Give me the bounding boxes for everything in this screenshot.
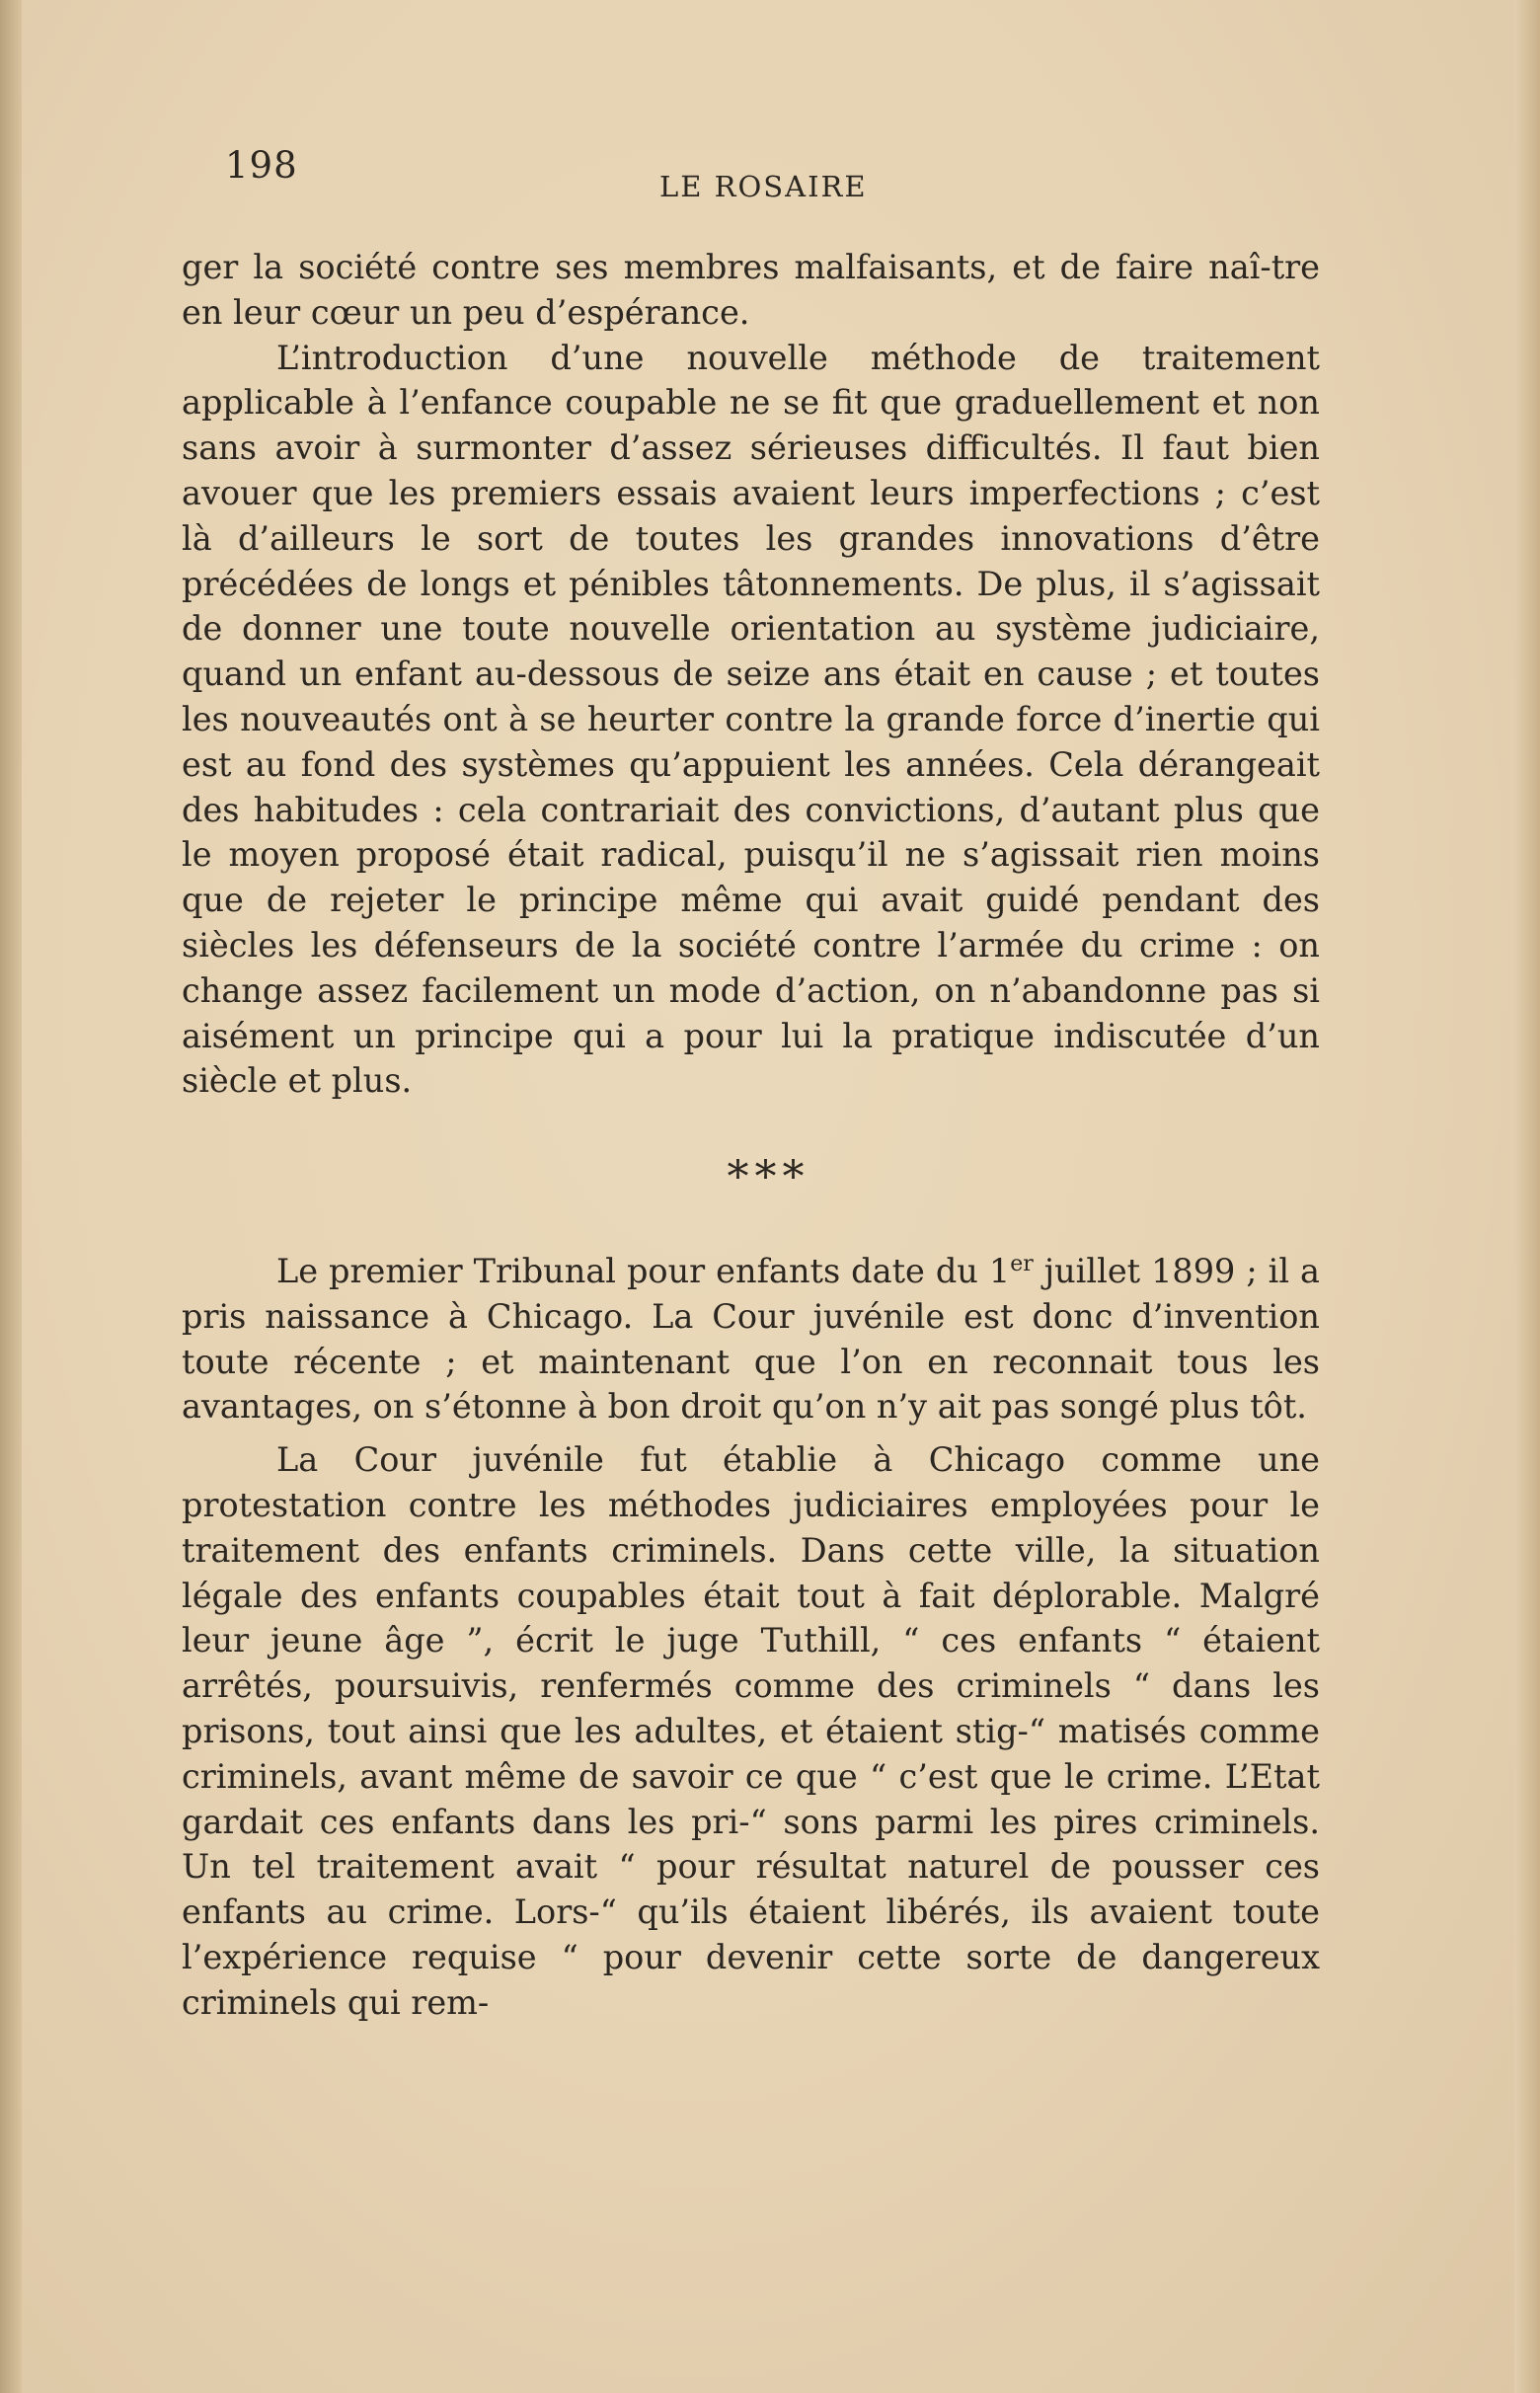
- page-right-edge: [1514, 0, 1540, 2393]
- paragraph-3-superscript: er: [1010, 1251, 1034, 1276]
- paragraph-1: ger la société contre ses membres malfaisants, et de faire naî-tre en leur cœur un peu d’espérance.: [182, 248, 1320, 332]
- section-separator: ***: [727, 1152, 810, 1203]
- paragraph-3: [182, 1242, 1320, 1429]
- paragraph-3-text-b: juillet 1899 ; il a pris naissance à Chicago. La Cour juvénile est donc d’invention toute récente ; et maintenant que l’on en reconnait tous les avantages, on s’étonne à bon droit qu’on n’y ait pas songé plus tôt.: [182, 1252, 1321, 1427]
- page-number: 198: [225, 144, 298, 187]
- paragraph-3-text-a: Le premier Tribunal pour enfants date du 1: [276, 1252, 1011, 1291]
- paragraph-4: La Cour juvénile fut établie à Chicago comme une protestation contre les méthodes judiciaires employées pour le traitement des enfants criminels. Dans cette ville, la situation légale des enfants coupables était tout à fait déplorable. Malgré leur jeune âge ”, écrit le juge Tuthill, “ ces enfants “ étaient arrêtés, poursuivis, renfermés comme des criminels “ dans les prisons, tout ainsi que les adultes, et étaient stig-“ matisés comme criminels, avant même de savoir ce que “ c’est que le crime. L’Etat gardait ces enfants dans les pri-“ sons parmi les pires criminels. Un tel traitement avait “ pour résultat naturel de pousser ces enfants au crime. Lors-“ qu’ils étaient libérés, ils avaient toute l’expérience requise “ pour devenir cette sorte de dangereux criminels qui rem-: [182, 1440, 1320, 2022]
- page-left-edge: [0, 0, 22, 2393]
- main-text: [182, 245, 1320, 2026]
- running-head: LE ROSAIRE: [659, 170, 868, 203]
- paragraph-2: L’introduction d’une nouvelle méthode de traitement applicable à l’enfance coupable ne se fit que graduellement et non sans avoir à surmonter d’assez sérieuses difficultés. Il faut bien avouer que les premiers essais avaient leurs imperfections ; c’est là d’ailleurs le sort de toutes les grandes innovations d’être précédées de longs et pénibles tâtonnements. De plus, il s’agissait de donner une toute nouvelle orientation au système judiciaire, quand un enfant au-dessous de seize ans était en cause ; et toutes les nouveautés ont à se heurter contre la grande force d’inertie qui est au fond des systèmes qu’appuient les années. Cela dérangeait des habitudes : cela contrariait des convictions, d’autant plus que le moyen proposé était radical, puisqu’il ne s’agissait rien moins que de rejeter le principe même qui avait guidé pendant des siècles les défenseurs de la société contre l’armée du crime : on change assez facilement un mode d’action, on n’abandonne pas si aisément un principe qui a pour lui la pratique indiscutée d’un siècle et plus.: [182, 338, 1320, 1101]
